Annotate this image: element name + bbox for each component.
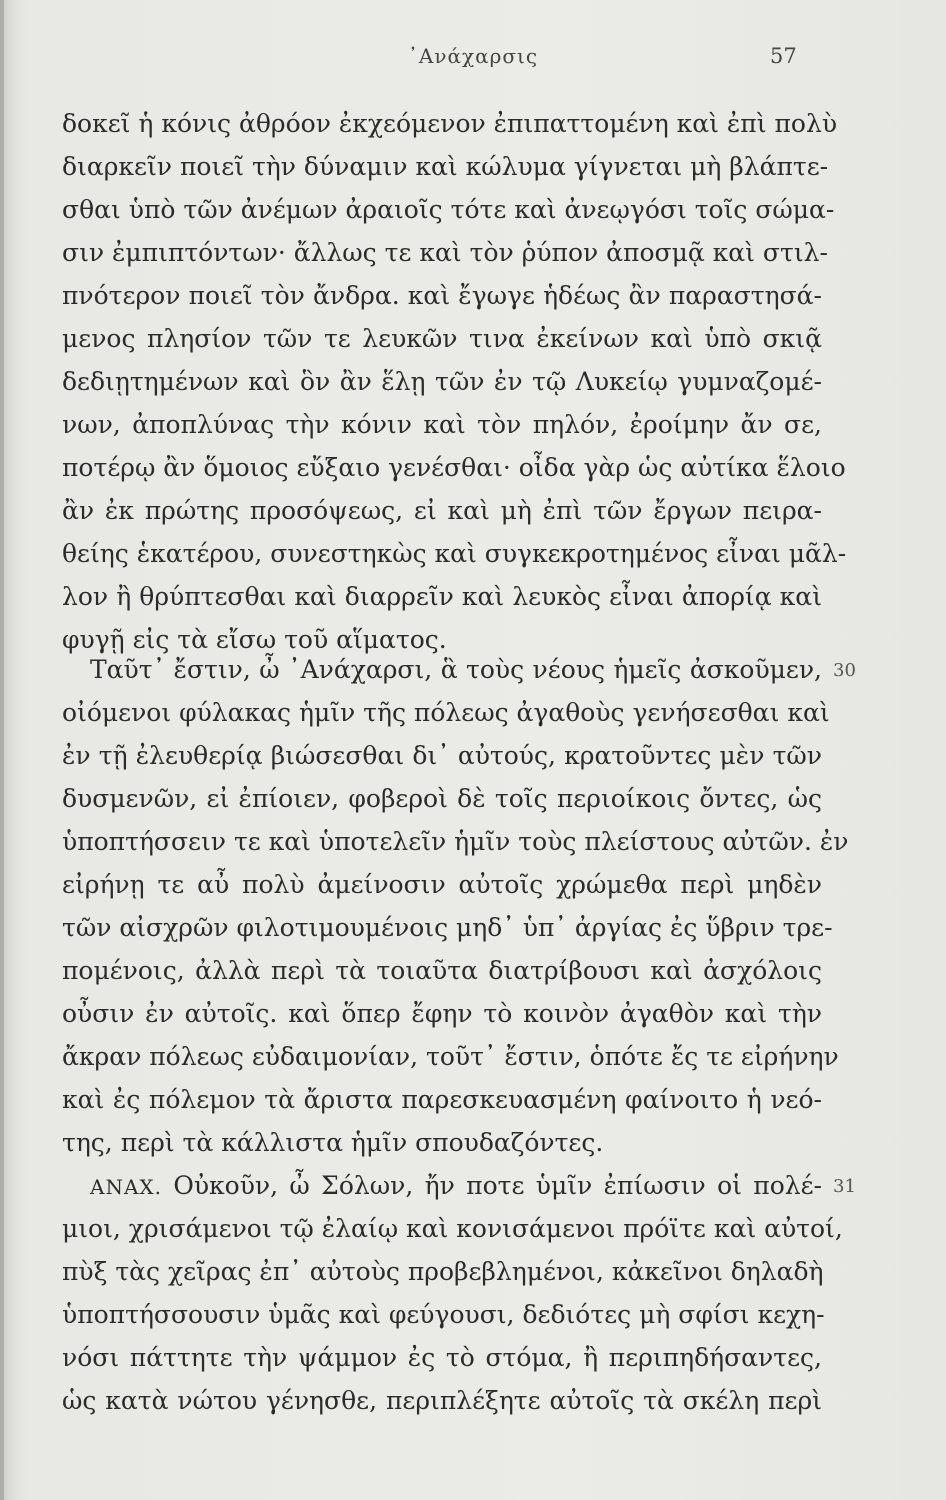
text-line: δυσμενῶν, εἰ ἐπίοιεν, φοβεροὶ δὲ τοῖς περιοίκοις ὄντες, ὡς (62, 784, 822, 813)
text-line: φυγῇ εἰς τὰ εἴσω τοῦ αἵματος. (62, 625, 447, 654)
text-line: μενος πλησίον τῶν τε λευκῶν τινα ἐκείνων καὶ ὑπὸ σκιᾷ (62, 324, 822, 353)
text-line: πὺξ τὰς χεῖρας ἐπ᾿ αὐτοὺς προβεβλημένοι, κἀκεῖνοι δηλαδὴ (62, 1257, 824, 1286)
text-line: μιοι, χρισάμενοι τῷ ἐλαίῳ καὶ κονισάμενοι πρόϊτε καὶ αὐτοί, (62, 1214, 843, 1243)
text-line: πνότερον ποιεῖ τὸν ἄνδρα. καὶ ἔγωγε ἡδέως ἂν παραστησά- (62, 281, 822, 310)
text-line: τῶν αἰσχρῶν φιλοτιμουμένοις μηδ᾿ ὑπ᾿ ἀργίας ἐς ὕβριν τρε- (62, 913, 833, 942)
dialogue-text: Οὐκοῦν, ὦ Σόλων, ἤν ποτε ὑμῖν ἐπίωσιν οἱ πολέ- (173, 1171, 823, 1200)
page-number: 57 (770, 44, 797, 68)
text-line: νων, ἀποπλύνας τὴν κόνιν καὶ τὸν πηλόν, ἐροίμην ἄν σε, (62, 410, 822, 439)
text-line: σθαι ὑπὸ τῶν ἀνέμων ἀραιοῖς τότε καὶ ἀνεῳγόσι τοῖς σώμα- (62, 195, 835, 224)
text-line: εἰρήνῃ τε αὖ πολὺ ἀμείνοσιν αὐτοῖς χρώμεθα περὶ μηδὲν (62, 870, 822, 899)
running-header-title: ᾿Ανάχαρσις (407, 44, 539, 68)
section-number-marginal: 31 (833, 1176, 856, 1197)
text-line: ἄκραν πόλεως εὐδαιμονίαν, τοῦτ᾿ ἔστιν, ὁπότε ἔς τε εἰρήνην (62, 1042, 839, 1071)
text-line: οὖσιν ἐν αὐτοῖς. καὶ ὅπερ ἔφην τὸ κοινὸν ἀγαθὸν καὶ τὴν (62, 999, 822, 1028)
text-line: σιν ἐμπιπτόντων· ἄλλως τε καὶ τὸν ῥύπον ἀποσμᾷ καὶ στιλ- (62, 238, 828, 267)
text-line: δεδιῃτημένων καὶ ὃν ἂν ἕλῃ τῶν ἐν τῷ Λυκείῳ γυμναζομέ- (62, 367, 822, 396)
paragraph-start-line: Ταῦτ᾿ ἔστιν, ὦ ᾿Ανάχαρσι, ἃ τοὺς νέους ἡμεῖς ἀσκοῦμεν, (90, 655, 822, 684)
text-line: ἂν ἐκ πρώτης προσόψεως, εἰ καὶ μὴ ἐπὶ τῶν ἔργων πειρα- (62, 496, 822, 525)
text-line: ὡς κατὰ νώτου γένησθε, περιπλέξητε αὐτοῖς τὰ σκέλη περὶ (62, 1386, 822, 1415)
text-line: δοκεῖ ἡ κόνις ἀθρόον ἐκχεόμενον ἐπιπαττομένη καὶ ἐπὶ πολὺ (62, 109, 838, 138)
text-line: ἐν τῇ ἐλευθερίᾳ βιώσεσθαι δι᾿ αὐτούς, κρατοῦντες μὲν τῶν (62, 741, 822, 770)
text-line: νόσι πάττητε τὴν ψάμμον ἐς τὸ στόμα, ἢ περιπηδήσαντες, (62, 1343, 822, 1372)
page-binding-edge (0, 0, 4, 1500)
text-line: οἰόμενοι φύλακας ἡμῖν τῆς πόλεως ἀγαθοὺς γενήσεσθαι καὶ (62, 698, 830, 727)
text-line: ὑποπτήσσουσιν ὑμᾶς καὶ φεύγουσι, δεδιότες μὴ σφίσι κεχη- (62, 1300, 825, 1329)
text-line: λον ἢ θρύπτεσθαι καὶ διαρρεῖν καὶ λευκὸς εἶναι ἀπορίᾳ καὶ (62, 582, 822, 611)
text-line: της, περὶ τὰ κάλλιστα ἡμῖν σπουδαζόντες. (62, 1128, 604, 1157)
dialogue-line (90, 1166, 822, 1207)
text-line: ὑποπτήσσειν τε καὶ ὑποτελεῖν ἡμῖν τοὺς πλείστους αὐτῶν. ἐν (62, 827, 849, 856)
section-number-marginal: 30 (833, 660, 856, 681)
text-line: ποτέρῳ ἂν ὅμοιος εὔξαιο γενέσθαι· οἶδα γὰρ ὡς αὐτίκα ἕλοιο (62, 453, 846, 482)
text-line: διαρκεῖν ποιεῖ τὴν δύναμιν καὶ κώλυμα γίγνεται μὴ βλάπτε- (62, 152, 829, 181)
text-line: καὶ ἐς πόλεμον τὰ ἄριστα παρεσκευασμένη φαίνοιτο ἡ νεό- (62, 1085, 822, 1114)
speaker-label: ΑΝΑΧ. (90, 1175, 162, 1199)
text-line: θείης ἑκατέρου, συνεστηκὼς καὶ συγκεκροτημένος εἶναι μᾶλ- (62, 539, 847, 568)
text-line: πομένοις, ἀλλὰ περὶ τὰ τοιαῦτα διατρίβουσι καὶ ἀσχόλοις (62, 956, 822, 985)
